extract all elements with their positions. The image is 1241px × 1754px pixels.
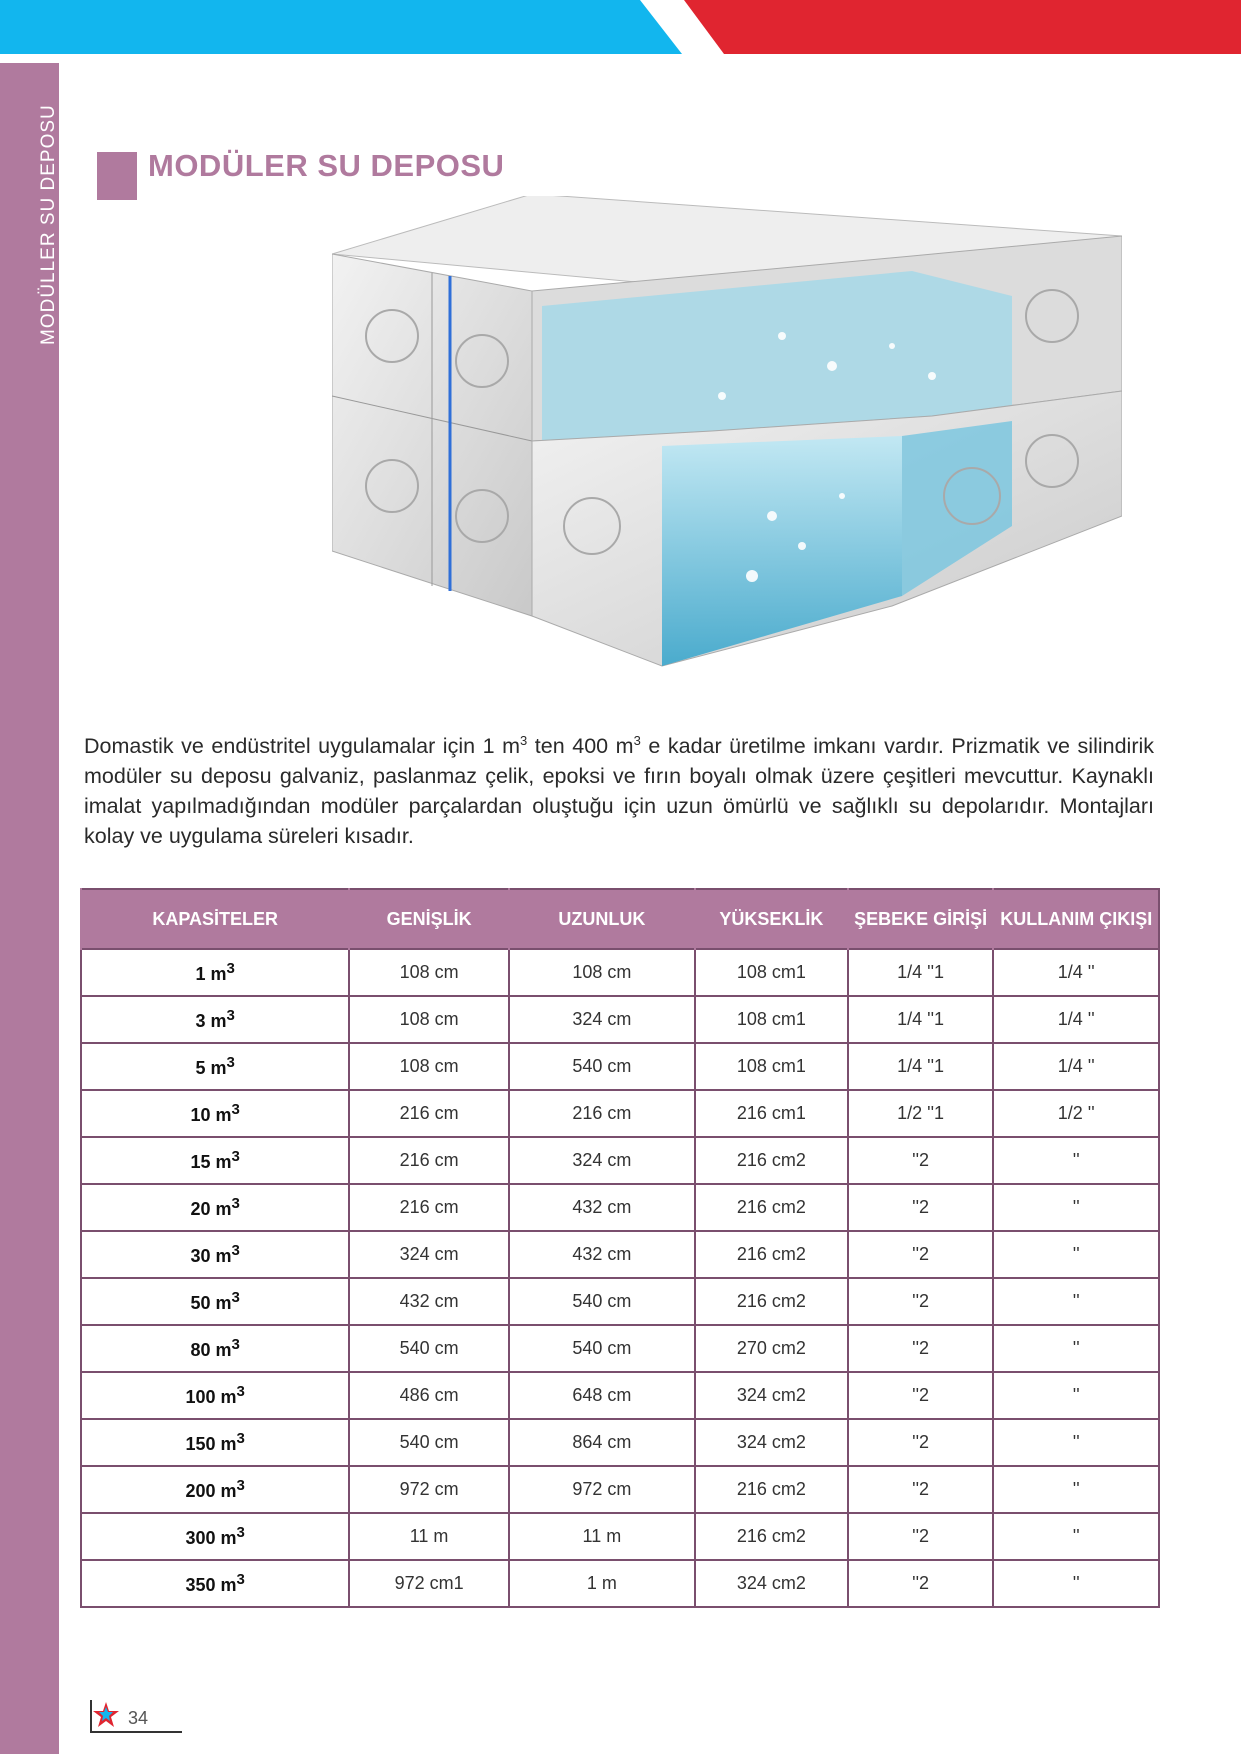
capacity-cell: 50 $m^3$ <box>81 1278 349 1325</box>
width-cell: 11 m <box>349 1513 508 1560</box>
page-number: 34 <box>128 1708 149 1728</box>
header-blue-band <box>0 0 682 54</box>
table-row <box>81 1184 1159 1231</box>
height-cell: 324 cm2 <box>695 1419 848 1466</box>
height-cell: 108 cm1 <box>695 949 848 996</box>
outlet-cell: '' <box>993 1278 1159 1325</box>
height-cell: 108 cm1 <box>695 996 848 1043</box>
length-cell: 324 cm <box>509 996 695 1043</box>
inlet-cell: 1/4 ''1 <box>848 949 994 996</box>
outlet-cell: '' <box>993 1137 1159 1184</box>
height-cell: 324 cm2 <box>695 1372 848 1419</box>
height-cell: 216 cm1 <box>695 1090 848 1137</box>
header-height: YÜKSEKLİK <box>695 889 848 949</box>
length-cell: 540 cm <box>509 1043 695 1090</box>
width-cell: 972 cm <box>349 1466 508 1513</box>
width-cell: 108 cm <box>349 996 508 1043</box>
table-row <box>81 1560 1159 1607</box>
width-cell: 216 cm <box>349 1090 508 1137</box>
outlet-cell: '' <box>993 1231 1159 1278</box>
length-cell: 216 cm <box>509 1090 695 1137</box>
width-cell: 216 cm <box>349 1184 508 1231</box>
inlet-cell: ''2 <box>848 1466 994 1513</box>
outlet-cell: 1/4 '' <box>993 949 1159 996</box>
height-cell: 216 cm2 <box>695 1466 848 1513</box>
capacity-cell: 20 $m^3$ <box>81 1184 349 1231</box>
table-header-row <box>81 889 1159 949</box>
table-row <box>81 1043 1159 1090</box>
outlet-cell: 1/4 '' <box>993 1043 1159 1090</box>
inlet-cell: 1/4 ''1 <box>848 1043 994 1090</box>
header-outlet: KULLANIM ÇIKIŞI <box>993 889 1159 949</box>
width-cell: 108 cm <box>349 949 508 996</box>
capacity-table <box>80 888 1160 1608</box>
table-row <box>81 1513 1159 1560</box>
header-width: GENİŞLİK <box>349 889 508 949</box>
height-cell: 270 cm2 <box>695 1325 848 1372</box>
header-length: UZUNLUK <box>509 889 695 949</box>
outlet-cell: 1/4 '' <box>993 996 1159 1043</box>
width-cell: 216 cm <box>349 1137 508 1184</box>
length-cell: 324 cm <box>509 1137 695 1184</box>
width-cell: 540 cm <box>349 1325 508 1372</box>
width-cell: 972 cm1 <box>349 1560 508 1607</box>
table-row <box>81 1372 1159 1419</box>
inlet-cell: ''2 <box>848 1231 994 1278</box>
height-cell: 324 cm2 <box>695 1560 848 1607</box>
capacity-cell: 100 $m^3$ <box>81 1372 349 1419</box>
length-cell: 540 cm <box>509 1278 695 1325</box>
width-cell: 486 cm <box>349 1372 508 1419</box>
table-row <box>81 996 1159 1043</box>
height-cell: 216 cm2 <box>695 1231 848 1278</box>
capacity-cell: 300 $m^3$ <box>81 1513 349 1560</box>
inlet-cell: ''2 <box>848 1513 994 1560</box>
outlet-cell: 1/2 '' <box>993 1090 1159 1137</box>
inlet-cell: ''2 <box>848 1325 994 1372</box>
capacity-cell: 1 $m^3$ <box>81 949 349 996</box>
capacity-cell: 30 $m^3$ <box>81 1231 349 1278</box>
outlet-cell: '' <box>993 1466 1159 1513</box>
table-row <box>81 1231 1159 1278</box>
tank-illustration <box>332 196 1122 696</box>
header-red-band <box>684 0 1241 54</box>
title-marker <box>97 152 137 200</box>
inlet-cell: ''2 <box>848 1560 994 1607</box>
height-cell: 216 cm2 <box>695 1513 848 1560</box>
capacity-cell: 350 $m^3$ <box>81 1560 349 1607</box>
capacity-cell: 5 $m^3$ <box>81 1043 349 1090</box>
length-cell: 864 cm <box>509 1419 695 1466</box>
outlet-cell: '' <box>993 1325 1159 1372</box>
outlet-cell: '' <box>993 1560 1159 1607</box>
capacity-cell: 10 $m^3$ <box>81 1090 349 1137</box>
footer-tick <box>90 1700 92 1733</box>
capacity-cell: 80 $m^3$ <box>81 1325 349 1372</box>
length-cell: 432 cm <box>509 1184 695 1231</box>
length-cell: 108 cm <box>509 949 695 996</box>
length-cell: 972 cm <box>509 1466 695 1513</box>
outlet-cell: '' <box>993 1372 1159 1419</box>
inlet-cell: ''2 <box>848 1372 994 1419</box>
inlet-cell: ''2 <box>848 1137 994 1184</box>
footer-line <box>92 1731 182 1733</box>
length-cell: 1 m <box>509 1560 695 1607</box>
inlet-cell: ''2 <box>848 1278 994 1325</box>
inlet-cell: 1/2 ''1 <box>848 1090 994 1137</box>
capacity-cell: 3 $m^3$ <box>81 996 349 1043</box>
length-cell: 11 m <box>509 1513 695 1560</box>
capacity-cell: 15 $m^3$ <box>81 1137 349 1184</box>
inlet-cell: 1/4 ''1 <box>848 996 994 1043</box>
width-cell: 108 cm <box>349 1043 508 1090</box>
capacity-cell: 200 $m^3$ <box>81 1466 349 1513</box>
width-cell: 432 cm <box>349 1278 508 1325</box>
inlet-cell: ''2 <box>848 1419 994 1466</box>
length-cell: 648 cm <box>509 1372 695 1419</box>
height-cell: 216 cm2 <box>695 1137 848 1184</box>
table-row <box>81 1325 1159 1372</box>
table-row <box>81 1419 1159 1466</box>
intro-paragraph: Domastik ve endüstritel uygulamalar için 1 $m^3$ ten 400 $m^3$ e kadar üretilme imkanı vardır. Prizmatik ve silindirik modüler su deposu galvaniz, paslanmaz çelik, epoksi ve fırın boyalı olmak üzere çeşitleri mevcuttur. Kaynaklı imalat yapılmadığından modüler parçalardan oluştuğu için uzun ömürlü ve sağlıklı su depolarıdır. Montajları kolay ve uygulama süreleri kısadır. <box>84 733 1155 849</box>
capacity-cell: 150 $m^3$ <box>81 1419 349 1466</box>
header-capacity: KAPASİTELER <box>81 889 349 949</box>
inlet-cell: ''2 <box>848 1184 994 1231</box>
length-cell: 432 cm <box>509 1231 695 1278</box>
side-label: MODÜLLER SU DEPOSU <box>38 104 59 345</box>
outlet-cell: '' <box>993 1419 1159 1466</box>
table-row <box>81 1090 1159 1137</box>
width-cell: 324 cm <box>349 1231 508 1278</box>
star-logo-icon <box>91 1700 121 1730</box>
width-cell: 540 cm <box>349 1419 508 1466</box>
length-cell: 540 cm <box>509 1325 695 1372</box>
height-cell: 216 cm2 <box>695 1184 848 1231</box>
height-cell: 216 cm2 <box>695 1278 848 1325</box>
table-row <box>81 1466 1159 1513</box>
height-cell: 108 cm1 <box>695 1043 848 1090</box>
header-inlet: ŞEBEKE GİRİŞİ <box>848 889 994 949</box>
table-row <box>81 949 1159 996</box>
outlet-cell: '' <box>993 1513 1159 1560</box>
table-row <box>81 1137 1159 1184</box>
outlet-cell: '' <box>993 1184 1159 1231</box>
table-row <box>81 1278 1159 1325</box>
page-title: MODÜLER SU DEPOSU <box>148 148 505 183</box>
